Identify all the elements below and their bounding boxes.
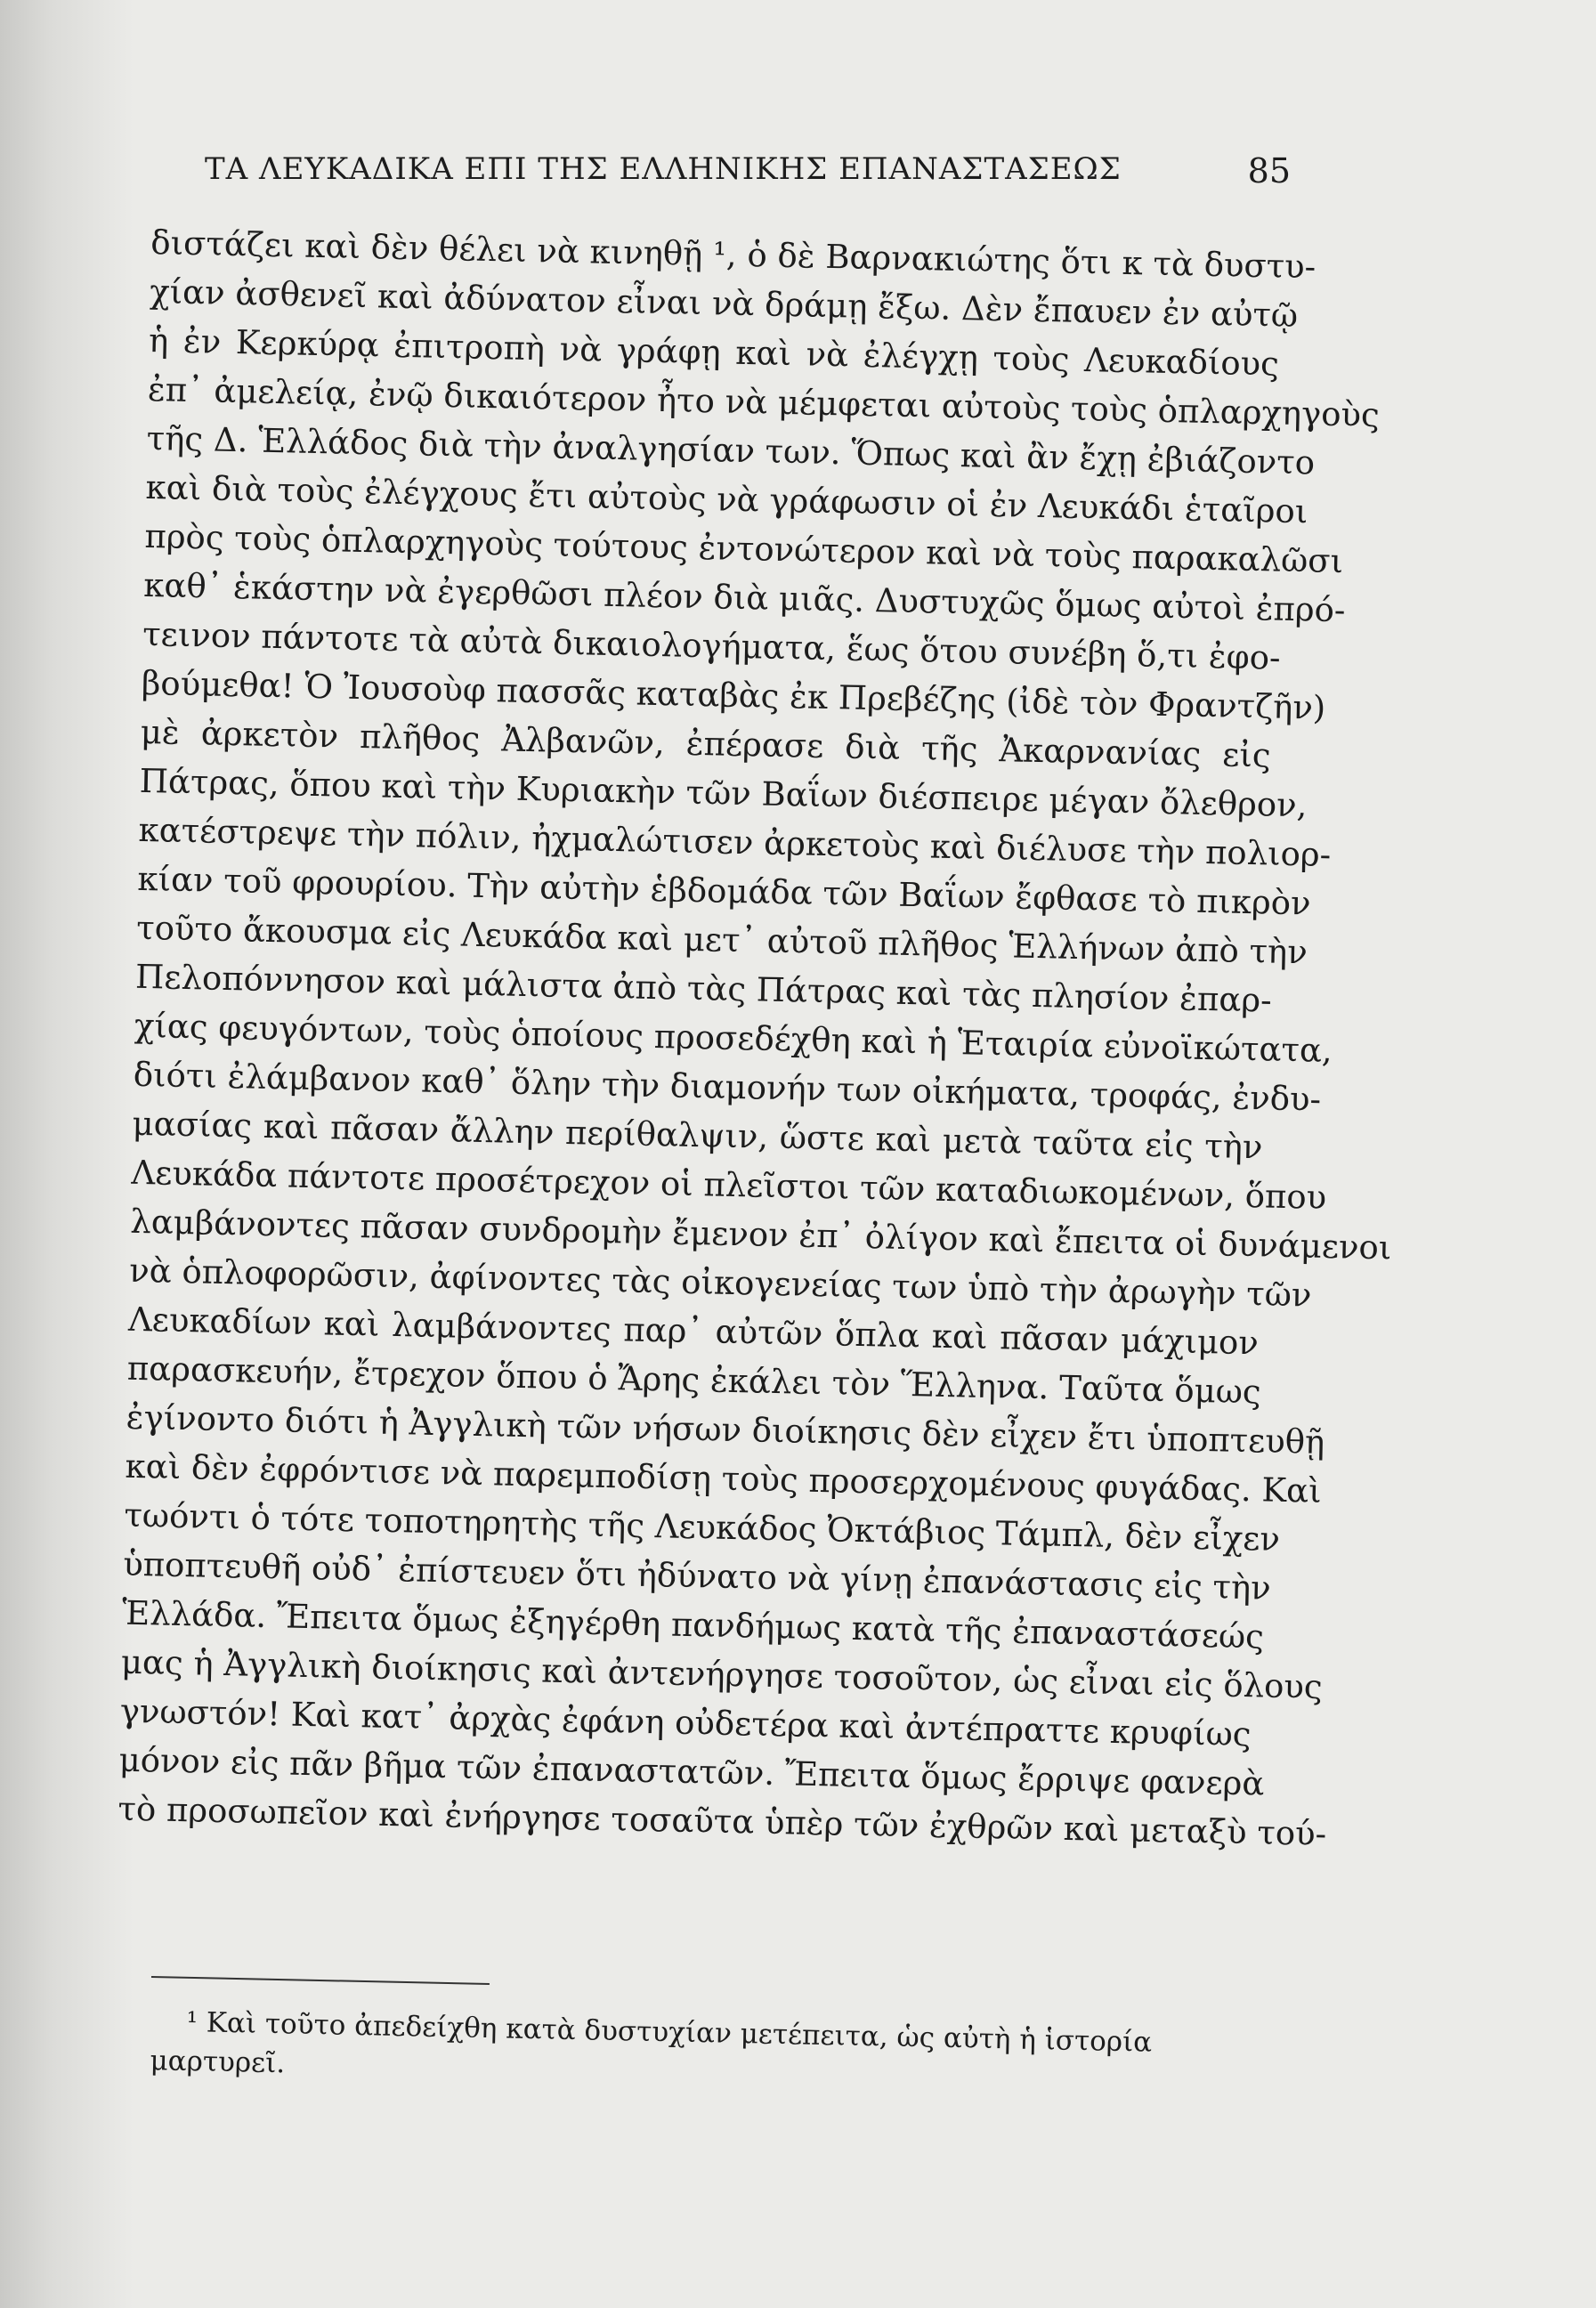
footnote-divider [151,1976,490,1985]
text-line: χίας φευγόντων, τοὺς ὁποίους προσεδέχθη καὶ ἡ Ἑταιρία εὐνοϊκώτατα, [134,1006,1333,1070]
text-line: παρασκευήν, ἔτρεχον ὅπου ὁ Ἄρης ἐκάλει τὸν Ἕλληνα. Ταῦτα ὅμως [126,1348,1262,1412]
body-text [117,218,1392,1858]
text-line: τῆς Δ. Ἑλλάδος διὰ τὴν ἀναλγησίαν των. Ὅπως καὶ ἂν ἔχῃ ἐβιάζοντο [146,418,1316,482]
scan-shadow-edge [0,0,134,2308]
text-line: ἐπ᾽ ἀμελείᾳ, ἐνῷ δικαιότερον ἦτο νὰ μέμφεται αὐτοὺς τοὺς ὁπλαρχηγοὺς [147,369,1381,434]
text-line: ὑποπτευθῆ οὐδ᾽ ἐπίστευεν ὅτι ἠδύνατο νὰ γίνῃ ἐπανάστασις εἰς τὴν [122,1544,1272,1608]
text-line: τεινον πάντοτε τὰ αὐτὰ δικαιολογήματα, ἕως ὅτου συνέβη ὅ,τι ἐφο- [142,614,1281,677]
text-line: μὲ ἀρκετὸν πλῆθος Ἀλβανῶν, ἐπέρασε διὰ τῆς Ἀκαρνανίας εἰς [140,712,1272,775]
text-line: γνωστόν! Καὶ κατ᾽ ἀρχὰς ἐφάνη οὐδετέρα καὶ ἀντέπραττε κρυφίως [119,1691,1252,1754]
text-line: καὶ δὲν ἐφρόντισε νὰ παρεμποδίσῃ τοὺς προσερχομένους φυγάδας. Καὶ [125,1446,1323,1510]
text-line: κίαν τοῦ φρουρίου. Τὴν αὐτὴν ἑβδομάδα τῶν Βαΐων ἔφθασε τὸ πικρὸν [136,859,1311,923]
book-page [117,134,1392,2181]
text-line: Λευκάδα πάντοτε προσέτρεχον οἱ πλεῖστοι τῶν καταδιωκομένων, ὅπου [131,1153,1327,1217]
text-line: τὸ προσωπεῖον καὶ ἐνήργησε τοσαῦτα ὑπὲρ τῶν ἐχθρῶν καὶ μεταξὺ τού- [117,1789,1327,1854]
footnote-line: μαρτυρεῖ. [150,2045,286,2080]
text-line: τωόντι ὁ τότε τοποτηρητὴς τῆς Λευκάδος Ὀκτάβιος Τάμπλ, δὲν εἶχεν [124,1495,1281,1559]
running-title: ΤΑ ΛΕΥΚΑΔΙΚΑ ΕΠΙ ΤΗΣ ΕΛΛΗΝΙΚΗΣ ΕΠΑΝΑΣΤΑΣΕΩΣ [205,151,1122,187]
text-line: μας ἡ Ἀγγλικὴ διοίκησις καὶ ἀντενήργησε τοσοῦτον, ὡς εἶναι εἰς ὅλους [120,1642,1324,1706]
text-line: καὶ διὰ τοὺς ἐλέγχους ἔτι αὐτοὺς νὰ γράφωσιν οἱ ἐν Λευκάδι ἑταῖροι [145,467,1308,531]
text-line: Λευκαδίων καὶ λαμβάνοντες παρ᾽ αὐτῶν ὅπλα καὶ πᾶσαν μάχιμον [127,1300,1260,1363]
text-line: διότι ἐλάμβανον καθ᾽ ὅλην τὴν διαμονήν των οἰκήματα, τροφάς, ἐνδυ- [133,1055,1322,1119]
text-line: Πάτρας, ὅπου καὶ τὴν Κυριακὴν τῶν Βαΐων διέσπειρε μέγαν ὄλεθρον, [139,761,1308,825]
text-line: κατέστρεψε τὴν πόλιν, ἠχμαλώτισεν ἀρκετοὺς καὶ διέλυσε τὴν πολιορ- [138,810,1332,874]
footnote-line: ¹ Καὶ τοῦτο ἀπεδείχθη κατὰ δυστυχίαν μετέπειτα, ὡς αὐτὴ ἡ ἱστορία [186,2005,1153,2059]
text-line: χίαν ἀσθενεῖ καὶ ἀδύνατον εἶναι νὰ δράμῃ ἔξω. Δὲν ἔπαυεν ἐν αὐτῷ [149,271,1299,335]
text-line: Ἑλλάδα. Ἔπειτα ὅμως ἐξηγέρθη πανδήμως κατὰ τῆς ἐπαναστάσεώς [121,1593,1265,1656]
text-line: ἡ ἐν Κερκύρᾳ ἐπιτροπὴ νὰ γράφῃ καὶ νὰ ἐλέγχῃ τοὺς Λευκαδίους [148,320,1280,384]
text-line: λαμβάνοντες πᾶσαν συνδρομὴν ἔμενον ἐπ᾽ ὀλίγον καὶ ἔπειτα οἱ δυνάμενοι [129,1202,1392,1267]
text-line: μασίας καὶ πᾶσαν ἄλλην περίθαλψιν, ὥστε καὶ μετὰ ταῦτα εἰς τὴν [132,1104,1263,1167]
text-line: τοῦτο ἄκουσμα εἰς Λευκάδα καὶ μετ᾽ αὐτοῦ πλῆθος Ἑλλήνων ἀπὸ τὴν [135,908,1308,972]
text-line: καθ᾽ ἑκάστην νὰ ἐγερθῶσι πλέον διὰ μιᾶς. Δυστυχῶς ὅμως αὐτοὶ ἐπρό- [142,565,1346,630]
text-line: νὰ ὁπλοφορῶσιν, ἀφίνοντες τὰς οἰκογενείας των ὑπὸ τὴν ἀρωγὴν τῶν [128,1251,1312,1315]
page-number: 85 [1247,151,1291,190]
text-line: πρὸς τοὺς ὁπλαρχηγοὺς τούτους ἐντονώτερον καὶ νὰ τοὺς παρακαλῶσι [144,516,1344,581]
text-line: βούμεθα! Ὁ Ἰουσοὺφ πασσᾶς καταβὰς ἐκ Πρεβέζης (ἰδὲ τὸν Φραντζῆν) [141,663,1326,727]
text-line: ἐγίνοντο διότι ἡ Ἀγγλικὴ τῶν νήσων διοίκησις δὲν εἶχεν ἔτι ὑποπτευθῇ [126,1397,1325,1462]
footnote [150,2003,1282,2104]
text-line: μόνον εἰς πᾶν βῆμα τῶν ἐπαναστατῶν. Ἔπειτα ὅμως ἔρριψε φανερὰ [118,1740,1265,1803]
text-line: Πελοπόννησον καὶ μάλιστα ἀπὸ τὰς Πάτρας καὶ τὰς πλησίον ἐπαρ- [134,957,1273,1020]
page-header [151,151,1300,205]
text-line: διστάζει καὶ δὲν θέλει νὰ κινηθῇ ¹, ὁ δὲ Βαρνακιώτης ὅτι κ τὰ δυστυ- [150,223,1316,287]
